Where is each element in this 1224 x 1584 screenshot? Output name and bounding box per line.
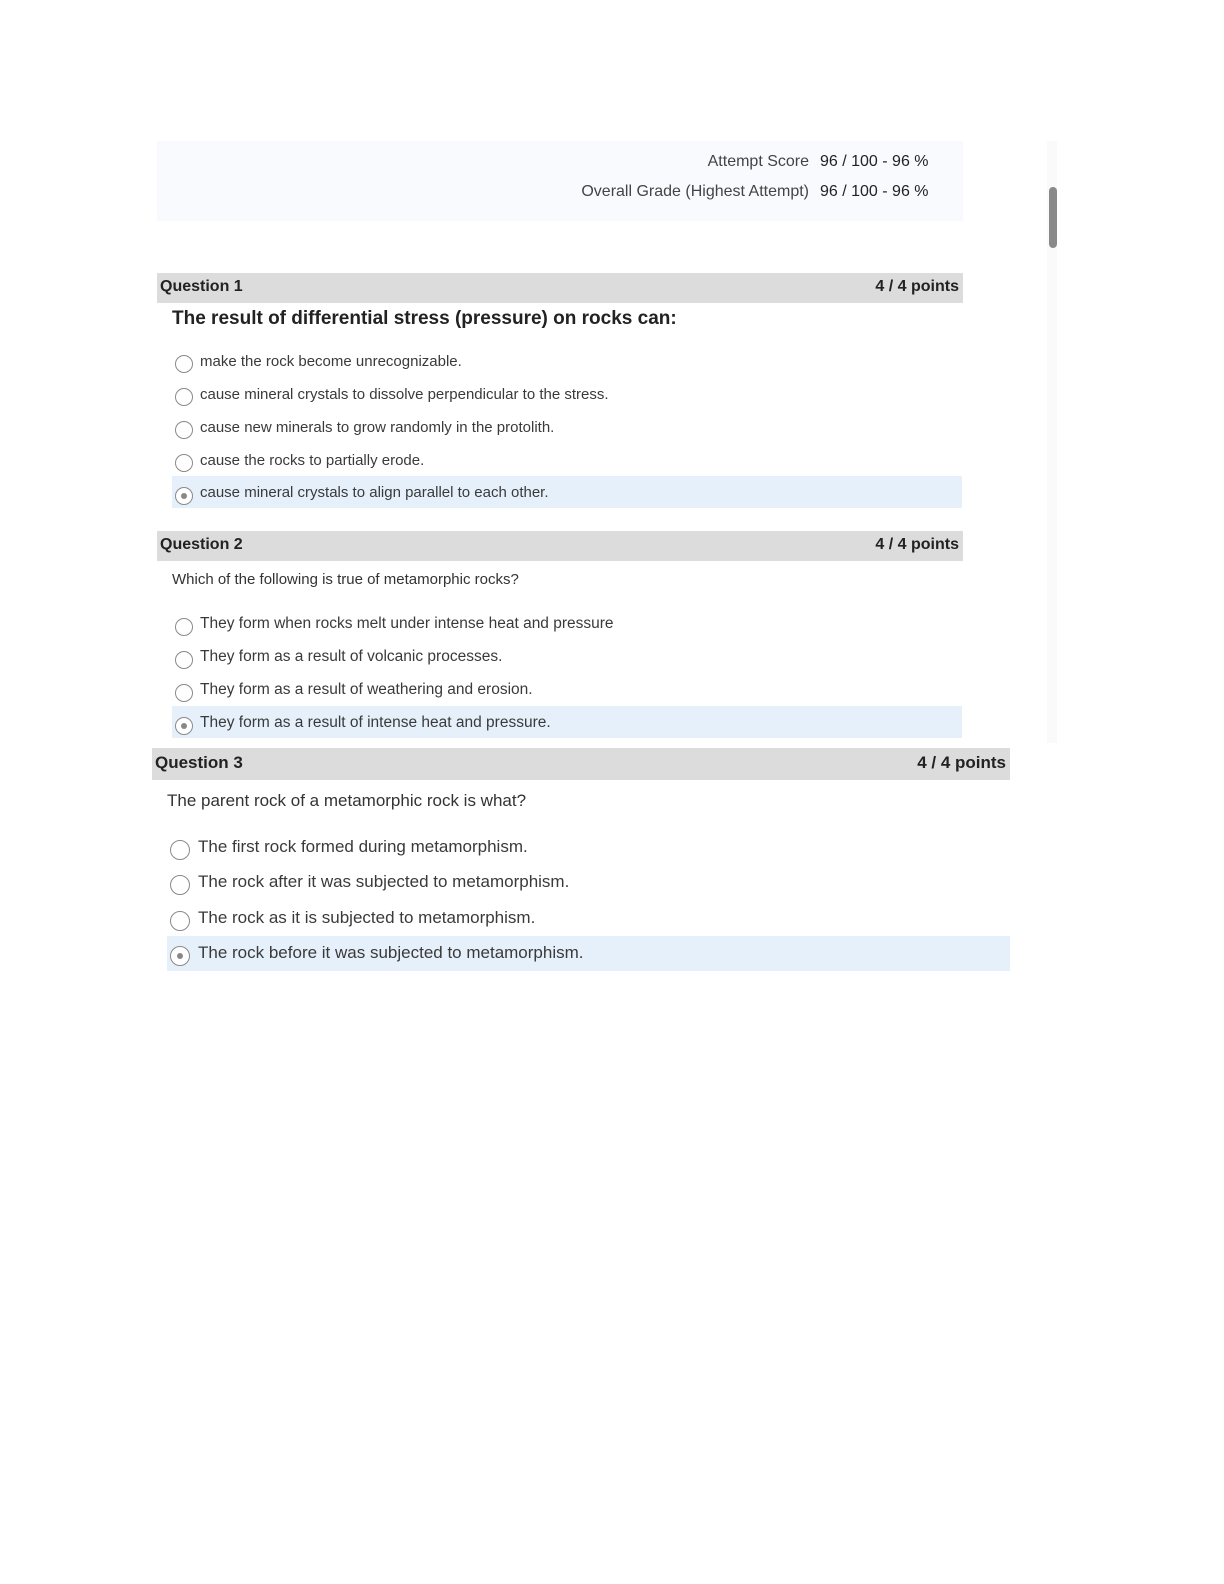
question-title: Question 3 xyxy=(155,753,243,772)
radio-button[interactable] xyxy=(175,388,193,406)
option-label: make the rock become unrecognizable. xyxy=(200,353,462,370)
option-label: They form as a result of volcanic processes. xyxy=(200,648,503,665)
option-label: The rock as it is subjected to metamorphism. xyxy=(198,908,536,927)
radio-button-selected[interactable] xyxy=(170,946,190,966)
score-summary xyxy=(157,141,963,221)
option-label: The rock after it was subjected to metamorphism. xyxy=(198,872,570,891)
scrollbar-thumb[interactable] xyxy=(1049,187,1057,248)
option-label: They form as a result of weathering and erosion. xyxy=(200,681,533,698)
question-1-option[interactable] xyxy=(172,378,962,410)
question-points: 4 / 4 points xyxy=(875,536,959,553)
attempt-score-row xyxy=(157,153,963,179)
radio-button[interactable] xyxy=(175,454,193,472)
question-2-header xyxy=(157,531,963,561)
radio-button-selected[interactable] xyxy=(175,717,193,735)
question-points: 4 / 4 points xyxy=(875,278,959,295)
question-1-text: The result of differential stress (pressure) on rocks can: xyxy=(172,308,677,329)
question-3-option[interactable] xyxy=(167,830,1010,865)
overall-grade-value: 96 / 100 - 96 % xyxy=(820,183,929,200)
question-title: Question 2 xyxy=(160,536,243,553)
radio-button-selected[interactable] xyxy=(175,487,193,505)
question-1-header xyxy=(157,273,963,303)
question-1-option[interactable] xyxy=(172,444,962,476)
question-2-option-selected[interactable] xyxy=(172,706,962,738)
question-title: Question 1 xyxy=(160,278,243,295)
question-2-option[interactable] xyxy=(172,674,962,706)
question-1-option-selected[interactable] xyxy=(172,476,962,508)
option-label: cause mineral crystals to dissolve perpendicular to the stress. xyxy=(200,386,609,403)
question-1-option[interactable] xyxy=(172,411,962,443)
question-3-text: The parent rock of a metamorphic rock is what? xyxy=(167,791,527,810)
question-2-option[interactable] xyxy=(172,608,962,640)
radio-button[interactable] xyxy=(170,840,190,860)
question-3-option[interactable] xyxy=(167,901,1010,936)
option-label: cause mineral crystals to align parallel to each other. xyxy=(200,484,549,501)
option-label: They form when rocks melt under intense heat and pressure xyxy=(200,615,614,632)
radio-dot-icon xyxy=(181,723,187,729)
option-label: cause new minerals to grow randomly in the protolith. xyxy=(200,419,555,436)
radio-button[interactable] xyxy=(170,911,190,931)
question-3-option[interactable] xyxy=(167,865,1010,900)
radio-button[interactable] xyxy=(175,355,193,373)
radio-button[interactable] xyxy=(170,875,190,895)
overall-grade-label: Overall Grade (Highest Attempt) xyxy=(581,183,809,200)
radio-button[interactable] xyxy=(175,651,193,669)
attempt-score-label: Attempt Score xyxy=(707,153,809,170)
question-2-text: Which of the following is true of metamorphic rocks? xyxy=(172,571,519,588)
option-label: cause the rocks to partially erode. xyxy=(200,452,425,469)
option-label: The rock before it was subjected to metamorphism. xyxy=(198,943,584,962)
question-1-option[interactable] xyxy=(172,345,962,377)
radio-button[interactable] xyxy=(175,618,193,636)
option-label: The first rock formed during metamorphism. xyxy=(198,837,528,856)
attempt-score-value: 96 / 100 - 96 % xyxy=(820,153,929,170)
question-2-option[interactable] xyxy=(172,641,962,673)
question-3-option-selected[interactable] xyxy=(167,936,1010,971)
radio-button[interactable] xyxy=(175,421,193,439)
overall-grade-row xyxy=(157,183,963,209)
radio-dot-icon xyxy=(177,953,183,959)
question-3-header xyxy=(152,748,1010,780)
option-label: They form as a result of intense heat and pressure. xyxy=(200,714,551,731)
radio-dot-icon xyxy=(181,493,187,499)
radio-button[interactable] xyxy=(175,684,193,702)
question-points: 4 / 4 points xyxy=(917,753,1006,772)
